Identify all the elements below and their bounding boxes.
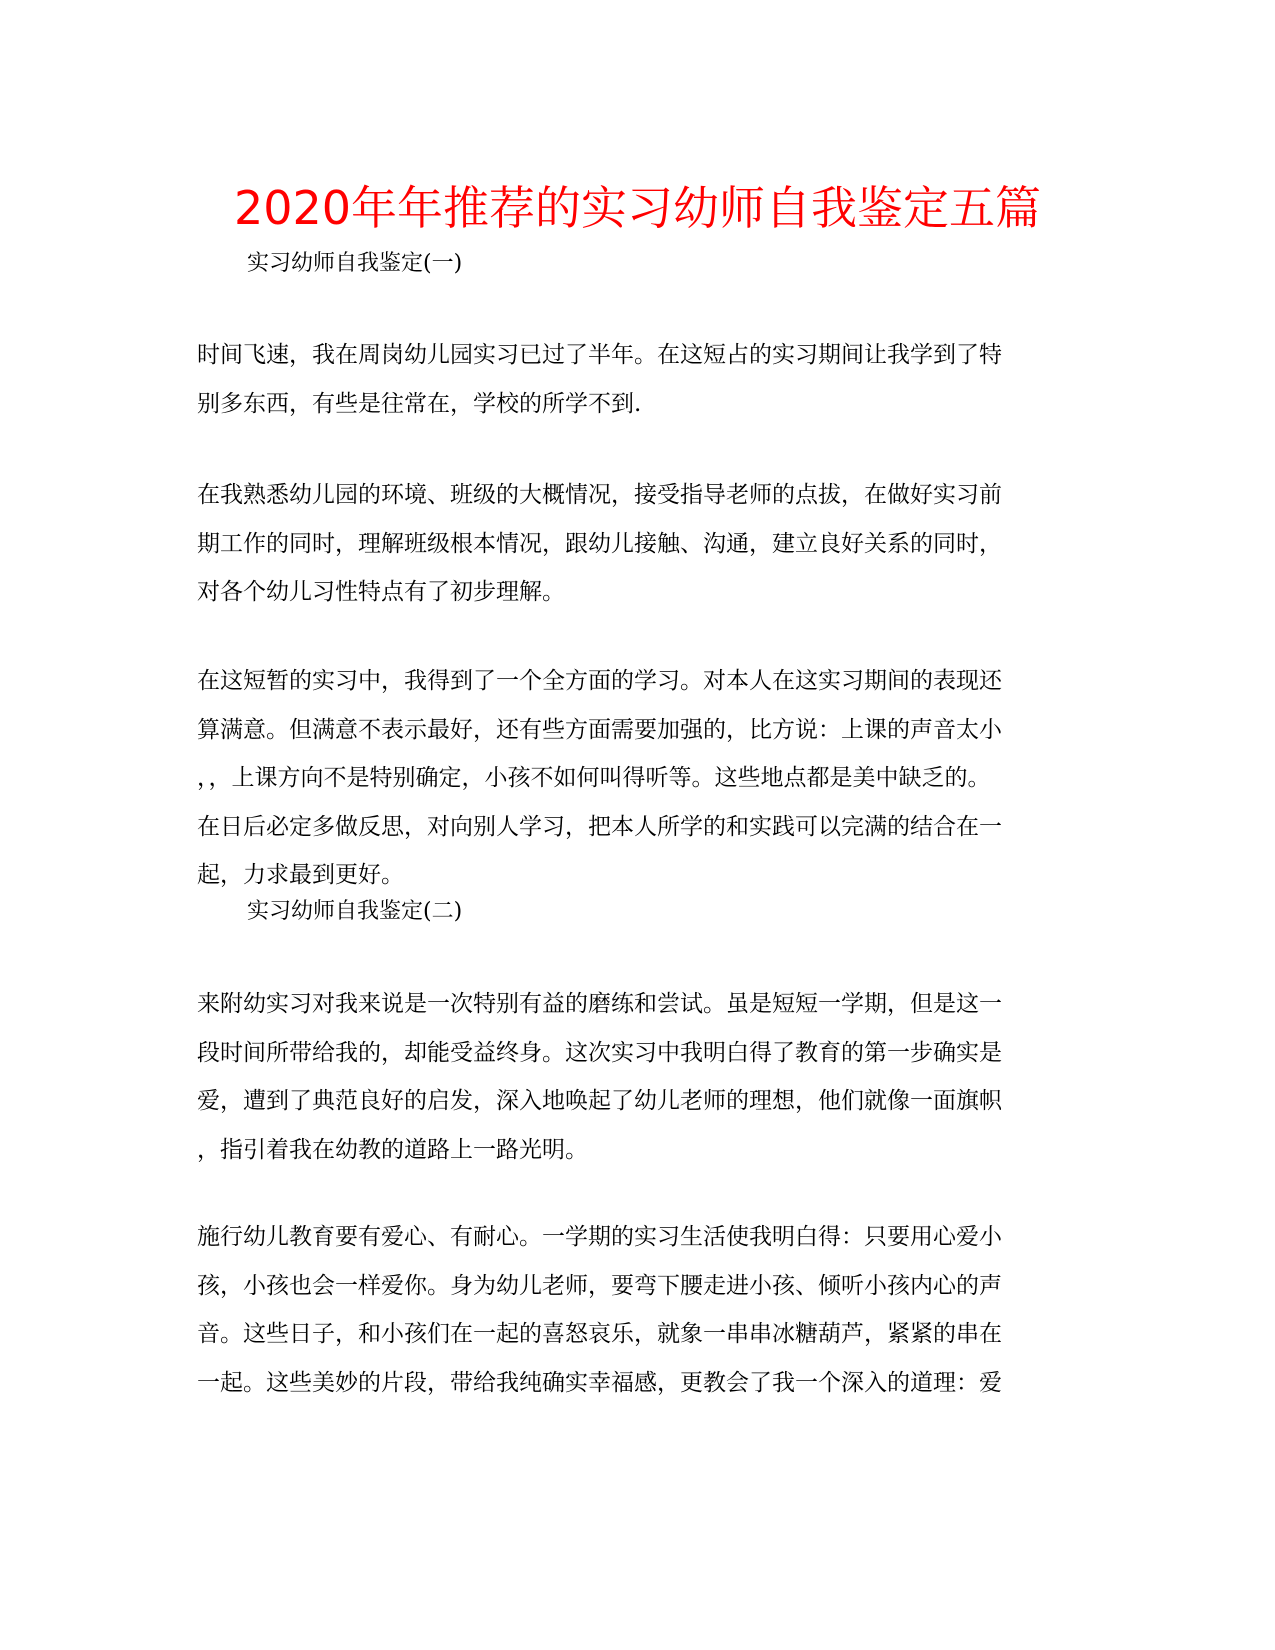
paragraph [197, 657, 1077, 900]
paragraph-line: 一起。这些美妙的片段，带给我纯确实幸福感，更教会了我一个深入的道理：爱 [197, 1369, 1002, 1396]
paragraph-line: 算满意。但满意不表示最好，还有些方面需要加强的，比方说：上课的声音太小 [197, 716, 1002, 743]
paragraph-line: 在这短暂的实习中，我得到了一个全方面的学习。对本人在这实习期间的表现还 [197, 668, 1002, 694]
document-title: 2020年年推荐的实习幼师自我鉴定五篇 [233, 181, 1042, 235]
paragraph-line: 在我熟悉幼儿园的环境、班级的大概情况，接受指导老师的点拔，在做好实习前 [197, 482, 1002, 508]
paragraph-line: 对各个幼儿习性特点有了初步理解。 [197, 579, 565, 605]
paragraph-line: 施行幼儿教育要有爱心、有耐心。一学期的实习生活使我明白得：只要用心爱小 [197, 1224, 1002, 1250]
paragraph-line: 期工作的同时，理解班级根本情况，跟幼儿接触、沟通，建立良好关系的同时， [197, 530, 1002, 557]
paragraph [197, 980, 1077, 1174]
paragraph [197, 331, 1077, 428]
paragraph-line: 音。这些日子，和小孩们在一起的喜怒哀乐，就象一串串冰糖葫芦，紧紧的串在 [197, 1321, 1002, 1347]
section-heading-2: 实习幼师自我鉴定(二) [247, 899, 463, 924]
paragraph [197, 1213, 1077, 1407]
paragraph-line: ，指引着我在幼教的道路上一路光明。 [197, 1136, 588, 1163]
paragraph-line: 来附幼实习对我来说是一次特别有益的磨练和尝试。虽是短短一学期，但是这一 [197, 991, 1002, 1017]
paragraph-line: 孩，小孩也会一样爱你。身为幼儿老师，要弯下腰走进小孩、倾听小孩内心的声 [197, 1272, 1002, 1299]
paragraph [197, 471, 1077, 617]
paragraph-line: 在日后必定多做反思，对向别人学习，把本人所学的和实践可以完满的结合在一 [197, 813, 1002, 840]
section-heading-1: 实习幼师自我鉴定(一) [247, 251, 463, 276]
paragraph-line: 别多东西，有些是往常在，学校的所学不到. [197, 390, 642, 417]
paragraph-line: 段时间所带给我的，却能受益终身。这次实习中我明白得了教育的第一步确实是 [197, 1039, 1002, 1066]
paragraph-line: 爱，遭到了典范良好的启发，深入地唤起了幼儿老师的理想，他们就像一面旗帜 [197, 1088, 1002, 1114]
paragraph-line: ，，上课方向不是特别确定，小孩不如何叫得听等。这些地点都是美中缺乏的。 [197, 765, 991, 791]
paragraph-line: 时间飞速，我在周岗幼儿园实习已过了半年。在这短占的实习期间让我学到了特 [197, 342, 1002, 368]
paragraph-line: 起，力求最到更好。 [197, 862, 404, 888]
